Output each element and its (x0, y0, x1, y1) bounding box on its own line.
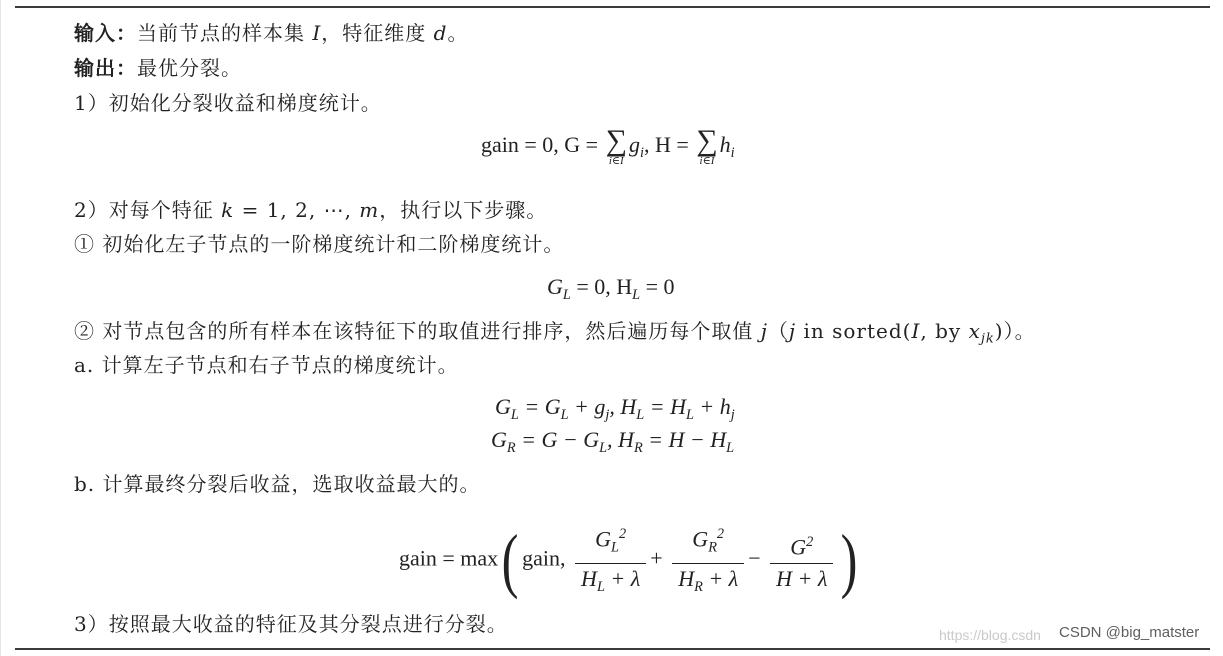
input-var-d: d (433, 21, 448, 45)
eq2-G-sub: L (562, 287, 571, 303)
eq1-h: h (719, 132, 731, 158)
top-rule (15, 6, 1210, 8)
step2-math: = 1, 2, ⋯, (234, 198, 360, 222)
equation-3-line-1: $G_L = G_L + g_j$, $H_L = H_L + h_j$ (495, 394, 735, 423)
eq2-mid: = 0, H (570, 274, 633, 299)
csdn-watermark: CSDN @big_matster (1059, 624, 1200, 641)
eq1-mid: , H = (643, 132, 695, 158)
input-line (74, 21, 468, 45)
substep-2 (74, 319, 1036, 352)
sub2-x: x (968, 319, 981, 343)
output-line (74, 56, 242, 80)
eq1-g: g (628, 132, 640, 158)
sub2-x-sub: jk (980, 331, 995, 347)
sub2-in: in sorted( (796, 319, 912, 343)
input-text-mid: ，特征维度 (321, 21, 434, 45)
eq4-frac-3: $\frac{G^2}{H + \lambda}$ (770, 527, 833, 594)
equation-4: gain = max( gain, $\frac{G_L^2}{H_L + \lambda}$ + $\frac{G_R^2}{H_R + \lambda}$ − $\frac{G^2}{H + \lambda}$ ) (399, 520, 858, 601)
substep-1: ① 初始化左子节点的一阶梯度统计和二阶梯度统计。 (74, 232, 565, 256)
eq4-frac-2: $\frac{G_R^2}{H_R + \lambda}$ (672, 519, 744, 602)
sub2-j2: j (788, 319, 797, 343)
step-2 (74, 198, 547, 222)
eq4-lhs: gain = max (399, 545, 499, 571)
output-text: 最优分裂。 (137, 56, 242, 80)
step-b: b. 计算最终分裂后收益，选取收益最大的。 (74, 472, 481, 496)
eq1-sum-h: ∑ i∈I (696, 124, 718, 167)
step-a: a. 计算左子节点和右子节点的梯度统计。 (74, 353, 459, 377)
eq2-G: G (547, 274, 563, 299)
eq1-sum-g: ∑ i∈I (605, 124, 627, 167)
step2-var-m: m (359, 198, 380, 222)
sub2-paren-open: （ (767, 319, 789, 343)
watermark-url: https://blog.csdn (939, 627, 1041, 643)
step2-pre: 2）对每个特征 (74, 198, 222, 222)
sub2-I: I (911, 319, 921, 343)
equation-3-line-2: $G_R = G - G_L$, $H_R = H - H_L$ (491, 427, 735, 456)
sub2-by: , by (920, 319, 969, 343)
eq2-H-sub: L (632, 287, 641, 303)
bottom-rule (15, 648, 1210, 650)
equation-2 (547, 273, 675, 309)
output-label: 输出： (74, 56, 137, 80)
eq1-h-sub: i (730, 145, 735, 162)
input-text-end: 。 (447, 21, 469, 45)
sub2-j: j (760, 319, 768, 343)
input-var-I: I (312, 21, 322, 45)
eq1-sum-limit-1: i∈I (608, 155, 624, 167)
step-1: 1）初始化分裂收益和梯度统计。 (74, 91, 382, 115)
eq2-tail: = 0 (640, 274, 675, 299)
eq1-g-sub: i (639, 145, 644, 162)
step2-var-k: k (221, 198, 235, 222)
eq4-gain: gain, (522, 545, 566, 571)
input-text-pre: 当前节点的样本集 (137, 21, 313, 45)
eq1-sum-limit-2: i∈I (699, 155, 715, 167)
step2-post: ，执行以下步骤。 (379, 198, 548, 222)
sub2-pre: ② 对节点包含的所有样本在该特征下的取值进行排序，然后遍历每个取值 (74, 319, 761, 343)
input-label: 输入： (74, 21, 137, 45)
equation-1 (481, 124, 735, 167)
step-3: 3）按照最大收益的特征及其分裂点进行分裂。 (74, 612, 508, 636)
sub2-close: )）。 (994, 319, 1036, 343)
eq1-lhs: gain = 0, G = (481, 132, 604, 158)
eq4-frac-1: $\frac{G_L^2}{H_L + \lambda}$ (575, 519, 646, 602)
